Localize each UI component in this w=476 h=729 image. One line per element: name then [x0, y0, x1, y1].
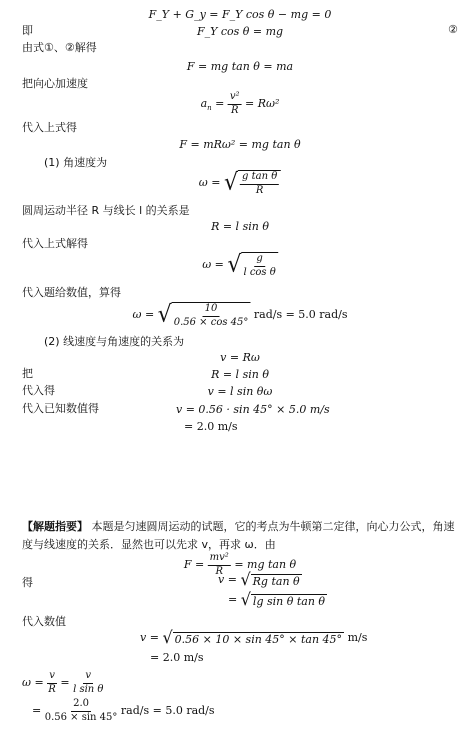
fraction-numerator: v² [228, 92, 242, 105]
radicand: Rg tan θ [252, 574, 300, 588]
fraction-10-over [174, 304, 249, 328]
fraction-numerator: mv² [208, 553, 231, 566]
fraction-numerator: 2.0 [71, 699, 91, 712]
equation-omega-v-over-R [22, 671, 103, 695]
sqrt-expression [227, 252, 277, 278]
fraction-numerator: g [254, 254, 264, 267]
heading-part2-linear-velocity: (2) 线速度与角速度的关系为 [44, 335, 185, 348]
fraction-numerator: g tan θ [240, 172, 279, 185]
F-lhs: F = [183, 558, 205, 571]
radicand: lg sin θ tan θ [252, 594, 326, 608]
radicand: 0.56 × 10 × sin 45° × tan 45° [174, 632, 343, 646]
equation-text: F_Y + G_y = F_Y cos θ − mg = 0 [148, 8, 332, 21]
equals-sign: = [60, 676, 70, 689]
sqrt-expression [240, 569, 301, 590]
omega-lhs: ω = [202, 258, 224, 271]
fraction-v-R [47, 671, 57, 695]
equals-sign: = [32, 704, 42, 717]
fraction-v-lsin [73, 671, 103, 695]
text-substitute-known: 代入已知数值得 [22, 402, 99, 415]
text-substitute-above: 代入上式得 [22, 121, 77, 134]
equation-F-ma: F = mg tan θ = ma [186, 60, 294, 73]
fraction-denominator: R [255, 184, 264, 196]
fraction-denominator: R [230, 104, 239, 116]
fraction-denominator: l cos θ [243, 266, 276, 278]
equation-v-numeric: v = 0.56 · sin 45° × 5.0 m/s [176, 403, 330, 416]
radical-sign: √ [223, 169, 239, 196]
fraction-denominator: 0.56 × sin 45° [44, 711, 118, 723]
equation-omega-result [32, 699, 215, 723]
text-from-equations: 由式①、②解得 [22, 41, 97, 54]
radical-sign: √ [157, 301, 172, 328]
equation-force-balance [149, 9, 332, 20]
label-ba: 把 [22, 367, 33, 380]
label-ji: 即 [22, 24, 33, 37]
radical-sign: √ [240, 589, 251, 610]
label-de: 得 [22, 576, 33, 589]
v-lhs: v = [218, 573, 237, 586]
equation-R-lsin: R = l sin θ [211, 220, 269, 233]
equation-v-lsinw: v = l sin θω [207, 385, 273, 398]
unit: m/s [347, 631, 368, 644]
fraction-denominator: R [48, 683, 56, 695]
sqrt-expression [158, 302, 251, 328]
sqrt-expression [240, 589, 327, 610]
equation-rhs: rad/s = 5.0 rad/s [253, 308, 348, 321]
omega-lhs: ω = [132, 308, 155, 321]
hint-paragraph-line2: 度与线速度的关系．显然也可以先求 v，再求 ω．由 [22, 538, 276, 551]
a-symbol: a [200, 97, 208, 110]
hint-text: 本题是匀速圆周运动的试题，它的考点为牛顿第二定律，向心力公式，角速 [91, 520, 455, 533]
radicand [241, 252, 277, 278]
equals-sign: = [228, 593, 238, 606]
fraction-denominator: 0.56 × cos 45° [173, 316, 249, 328]
radicand [172, 302, 251, 328]
equation-rhs: rad/s = 5.0 rad/s [120, 704, 215, 717]
equals-sign: = [215, 97, 225, 110]
text-substitute-given: 代入题给数值，算得 [22, 286, 121, 299]
radical-sign: √ [162, 627, 173, 648]
fraction-v2-R [228, 92, 242, 116]
equation-F-mRw2: F = mRω² = mg tan θ [179, 138, 301, 151]
label-daide: 代入得 [22, 384, 55, 397]
fraction-gtan-R [240, 172, 279, 196]
hint-paragraph-line1 [22, 521, 455, 532]
fraction-2-over [45, 699, 118, 723]
equation-omega3 [132, 302, 347, 328]
hint-label: 【解题指要】 [22, 520, 88, 533]
equation-rhs: = Rω² [245, 97, 280, 110]
fraction-g-lcos [243, 254, 275, 278]
text-centripetal-acc: 把向心加速度 [22, 77, 88, 90]
equation-v-Rw: v = Rω [220, 351, 260, 364]
omega-lhs: ω = [22, 676, 44, 689]
equation-R-lsin-2: R = l sin θ [211, 368, 269, 381]
radical-sign: √ [227, 251, 242, 278]
heading-part1-angular-velocity: (1) 角速度为 [44, 156, 108, 169]
radicand [238, 170, 281, 196]
equation-omega2 [202, 252, 278, 278]
equation-v-numeric-2 [140, 627, 368, 648]
equation-rhs: = mg tan θ [234, 558, 297, 571]
equation-v-result-2: = 2.0 m/s [150, 651, 204, 664]
fraction-denominator: R [215, 565, 223, 577]
equation-centripetal [201, 92, 280, 116]
fraction-numerator: v [83, 671, 93, 684]
text-substitute-solve: 代入上式解得 [22, 237, 88, 250]
text-substitute-values: 代入数值 [22, 615, 66, 628]
text-radius-relation: 圆周运动半径 R 与线长 l 的关系是 [22, 204, 190, 217]
fraction-denominator: l sin θ [73, 683, 104, 695]
sqrt-expression [224, 170, 281, 196]
equation-omega1 [199, 170, 281, 196]
radical-sign: √ [240, 569, 251, 590]
equation-v-sqrtlg [228, 589, 327, 610]
equation-v-sqrtRg [218, 569, 302, 590]
a-subscript: n [207, 104, 212, 113]
equation-number-2: ② [448, 23, 458, 36]
v-lhs: v = [140, 631, 159, 644]
omega-lhs: ω = [198, 176, 221, 189]
equation-vertical: F_Y cos θ = mg [196, 25, 284, 38]
equation-v-result: = 2.0 m/s [184, 420, 238, 433]
fraction-numerator: v [47, 671, 57, 684]
sqrt-expression [162, 627, 344, 648]
fraction-numerator: 10 [203, 304, 220, 317]
